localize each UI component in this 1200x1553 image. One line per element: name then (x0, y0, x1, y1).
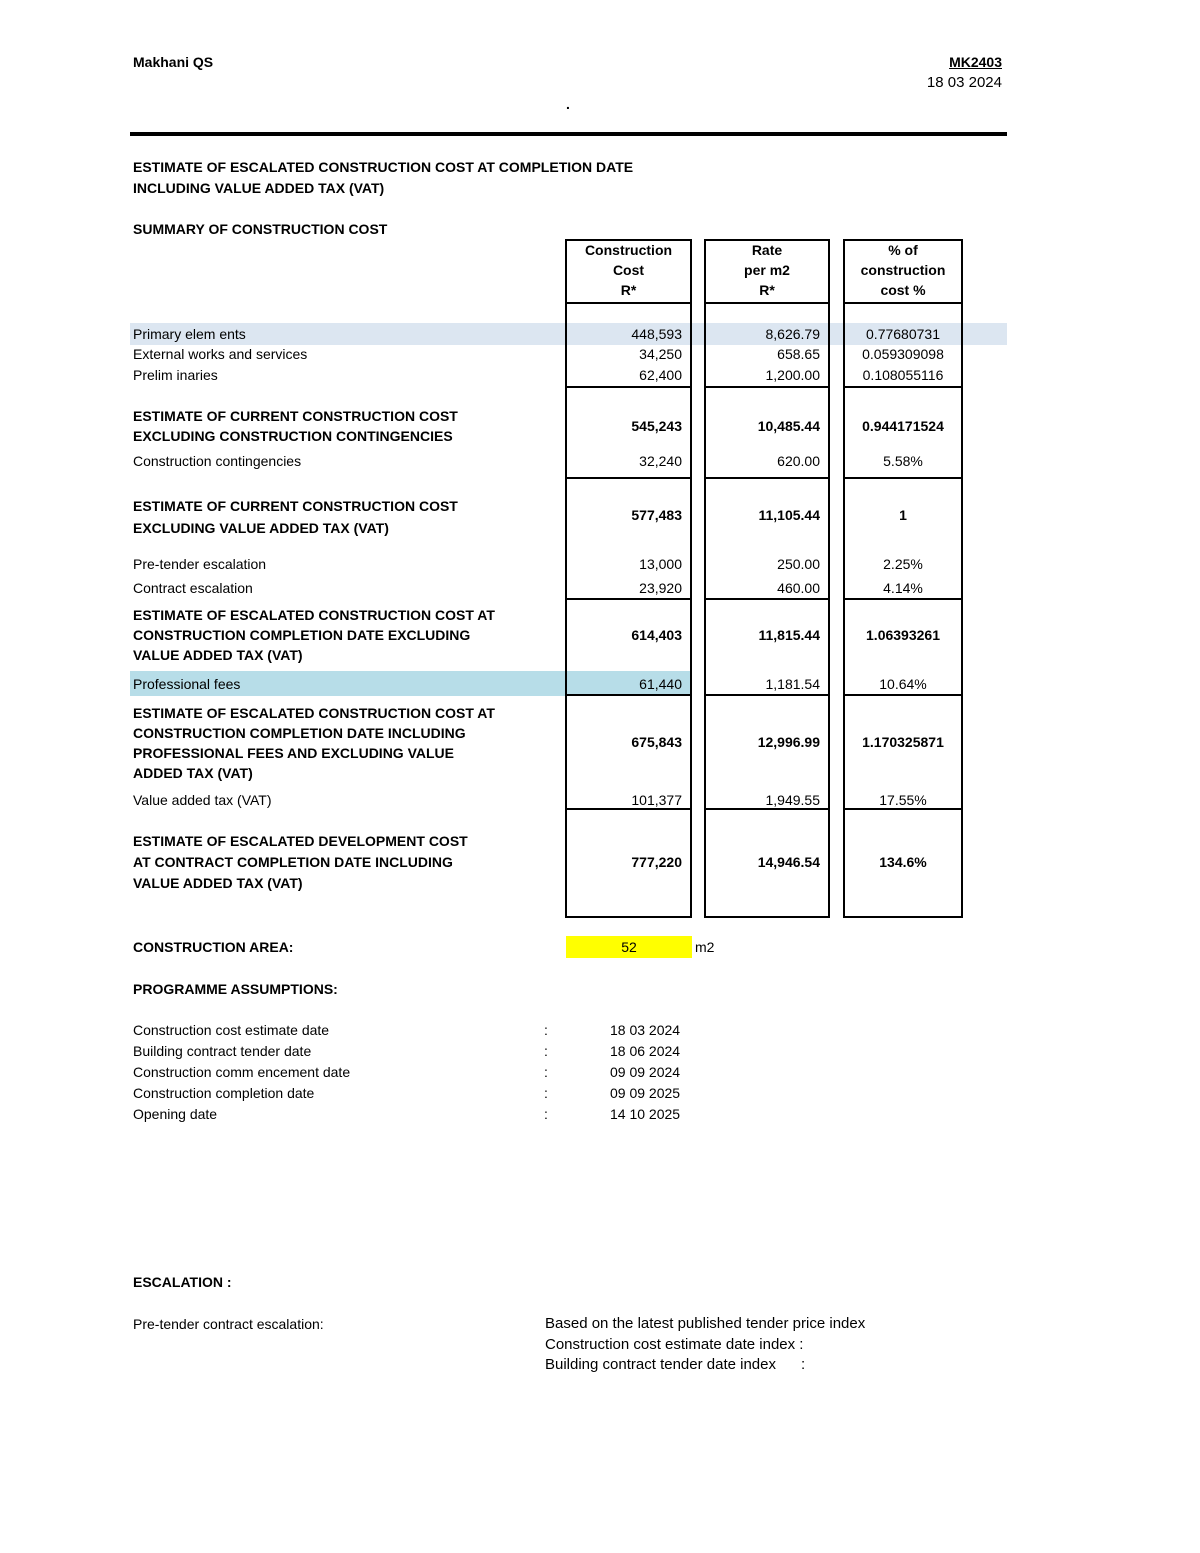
external-label: External works and services (133, 346, 308, 362)
est-escalated-excl-vat-cost: 614,403 (631, 627, 682, 643)
pretender-label: Pre-tender escalation (133, 556, 267, 572)
primary-label: Primary elem ents (133, 326, 246, 342)
programme-item-sep: : (544, 1106, 548, 1122)
header-rule (130, 132, 1007, 136)
pct-column-header: % of construction cost % (860, 242, 946, 298)
contingencies-pct: 5.58% (883, 453, 923, 469)
vat-cost: 101,377 (631, 792, 682, 808)
est-current-excl-cont-rate: 10,485.44 (757, 418, 820, 434)
rate-column-header: Rate per m2 R* (744, 242, 790, 298)
est-current-excl-cont-cost: 545,243 (631, 418, 682, 434)
contract-rate: 460.00 (777, 580, 820, 596)
prelim-rate: 1,200.00 (765, 367, 820, 383)
escalation-heading: ESCALATION : (133, 1274, 232, 1290)
programme-item-label: Opening date (133, 1106, 218, 1122)
primary-rate: 8,626.79 (765, 326, 820, 342)
est-escalated-excl-vat-label: ESTIMATE OF ESCALATED CONSTRUCTION COST AT CONSTRUCTION COMPLETION DATE EXCLUDING VALUE ADDED TAX (VAT) (133, 607, 495, 663)
area-value: 52 (621, 939, 637, 955)
vat-rate: 1,949.55 (765, 792, 820, 808)
programme-item-value: 18 03 2024 (610, 1022, 681, 1038)
programme-heading: PROGRAMME ASSUMPTIONS: (133, 981, 338, 997)
programme-item-value: 09 09 2024 (610, 1064, 681, 1080)
est-escalated-incl-fees-rate: 12,996.99 (757, 734, 820, 750)
est-escalated-incl-fees-pct: 1.170325871 (862, 734, 944, 750)
est-development-cost: 777,220 (631, 854, 682, 870)
est-development-rate: 14,946.54 (757, 854, 820, 870)
programme-item-label: Construction completion date (133, 1085, 315, 1101)
est-current-excl-vat-label: ESTIMATE OF CURRENT CONSTRUCTION COST EXCLUDING VALUE ADDED TAX (VAT) (133, 498, 458, 536)
vat-label: Value added tax (VAT) (133, 792, 272, 808)
est-escalated-incl-fees-label: ESTIMATE OF ESCALATED CONSTRUCTION COST AT CONSTRUCTION COMPLETION DATE INCLUDING PROFESSIONAL FEES AND EXCLUDING VALUE ADDED TAX (VAT) (133, 705, 495, 781)
escalation-note-3: Building contract tender date index : (545, 1356, 806, 1373)
est-escalated-incl-fees-cost: 675,843 (631, 734, 682, 750)
prelim-label: Prelim inaries (133, 367, 218, 383)
est-current-excl-vat-cost: 577,483 (631, 507, 682, 523)
pretender-rate: 250.00 (777, 556, 820, 572)
area-unit: m2 (695, 939, 715, 955)
est-current-excl-cont-pct: 0.944171524 (862, 418, 944, 434)
programme-item-value: 14 10 2025 (610, 1106, 681, 1122)
prelim-pct: 0.108055116 (862, 367, 944, 383)
programme-item-label: Construction cost estimate date (133, 1022, 330, 1038)
summary-heading: SUMMARY OF CONSTRUCTION COST (133, 221, 388, 237)
programme-item-sep: : (544, 1064, 548, 1080)
contingencies-rate: 620.00 (777, 453, 820, 469)
contract-label: Contract escalation (133, 580, 253, 596)
programme-item-sep: : (544, 1022, 548, 1038)
prof-fees-label: Professional fees (133, 676, 241, 692)
document-date: 18 03 2024 (926, 74, 1002, 91)
title-line-2: INCLUDING VALUE ADDED TAX (VAT) (133, 180, 385, 196)
est-current-excl-vat-pct: 1 (899, 507, 907, 523)
external-cost: 34,250 (639, 346, 682, 362)
primary-pct: 0.77680731 (866, 326, 940, 342)
area-label: CONSTRUCTION AREA: (133, 939, 294, 955)
primary-cost: 448,593 (631, 326, 682, 342)
prof-fees-rate: 1,181.54 (765, 676, 820, 692)
contingencies-cost: 32,240 (639, 453, 682, 469)
vat-pct: 17.55% (879, 792, 927, 808)
prof-fees-cost: 61,440 (639, 676, 682, 692)
programme-item-value: 18 06 2024 (610, 1043, 681, 1059)
pretender-cost: 13,000 (639, 556, 682, 572)
programme-item-label: Building contract tender date (133, 1043, 312, 1059)
title-line-1: ESTIMATE OF ESCALATED CONSTRUCTION COST AT COMPLETION DATE (133, 159, 634, 175)
prelim-cost: 62,400 (639, 367, 682, 383)
programme-item-value: 09 09 2025 (610, 1085, 681, 1101)
document-ref: MK2403 (949, 54, 1002, 70)
escalation-note-1: Based on the latest published tender price index (545, 1315, 866, 1332)
est-current-excl-vat-rate: 11,105.44 (758, 507, 820, 523)
est-escalated-excl-vat-pct: 1.06393261 (866, 627, 940, 643)
est-escalated-excl-vat-rate: 11,815.44 (758, 627, 820, 643)
external-rate: 658.65 (777, 346, 820, 362)
pretender-pct: 2.25% (883, 556, 923, 572)
external-pct: 0.059309098 (862, 346, 944, 362)
est-current-excl-cont-label: ESTIMATE OF CURRENT CONSTRUCTION COST EXCLUDING CONSTRUCTION CONTINGENCIES (133, 408, 458, 444)
programme-item-sep: : (544, 1043, 548, 1059)
company-name: Makhani QS (133, 54, 214, 70)
programme-item-sep: : (544, 1085, 548, 1101)
contract-cost: 23,920 (639, 580, 682, 596)
cost-column-header: Construction Cost R* (584, 242, 673, 298)
contingencies-label: Construction contingencies (133, 453, 302, 469)
programme-item-label: Construction comm encement date (133, 1064, 351, 1080)
header-dot: . (566, 96, 570, 112)
escalation-note-2: Construction cost estimate date index : (545, 1336, 804, 1353)
contract-pct: 4.14% (883, 580, 923, 596)
est-development-pct: 134.6% (879, 854, 927, 870)
est-development-label: ESTIMATE OF ESCALATED DEVELOPMENT COST AT CONTRACT COMPLETION DATE INCLUDING VALUE ADDED TAX (VAT) (133, 833, 468, 891)
escalation-label: Pre-tender contract escalation: (133, 1316, 324, 1332)
prof-fees-pct: 10.64% (879, 676, 927, 692)
